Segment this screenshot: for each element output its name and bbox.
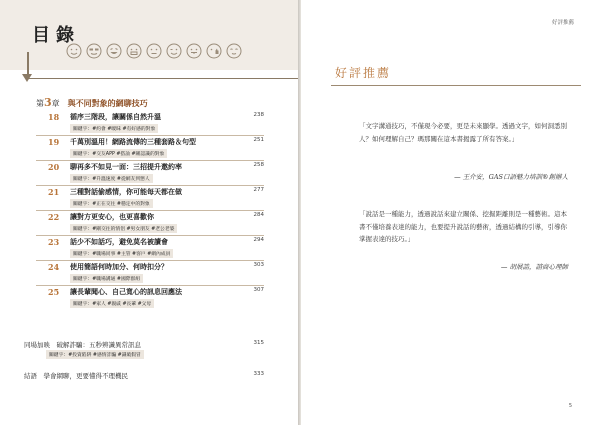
toc-entry[interactable] [36, 162, 264, 187]
entry-keywords: 關鍵字：#職場同事 #主管 #客戶 #網內成員 [70, 249, 173, 258]
epilogue-title: 結語 學會網聊，更要懂得不理機民 [24, 372, 128, 380]
grin-face-icon [126, 43, 142, 59]
entry-title: 千萬別溫用！網路流傳的三種套路＆句型 [70, 137, 196, 146]
toc-entry[interactable] [36, 112, 264, 137]
entry-page: 258 [253, 162, 264, 168]
toc-entry[interactable] [36, 212, 264, 237]
entry-page: 238 [253, 112, 264, 118]
recommendations-title: 好評推薦 [335, 66, 392, 80]
entry-title: 聊再多不如見一面：三招提升邀約率 [70, 162, 182, 171]
interlude-keywords: 關鍵字：#投資陷阱 #感情詐騙 #識破假冒 [46, 350, 144, 359]
entry-title: 話少不如話巧，避免莫名被讀會 [70, 237, 168, 246]
chapter-suffix: 章 [51, 99, 60, 108]
entry-title: 讓長輩聞心、自己寬心的訊息回應法 [70, 287, 182, 296]
entry-number: 22 [48, 212, 60, 222]
chapter-title: 與不同對象的網聊技巧 [67, 98, 148, 108]
entry-keywords: 關鍵字：#職場溝通 #國際群組 [70, 274, 143, 283]
toc-title: 目錄 [32, 25, 80, 46]
entry-page: 303 [253, 262, 264, 268]
title-rule [331, 85, 581, 86]
entry-keywords: 關鍵字：#交友APP #搭訕 #剛認識的對象 [70, 149, 167, 158]
toc-epilogue[interactable] [24, 371, 264, 393]
toc-entry[interactable] [36, 187, 264, 212]
entry-number: 25 [48, 287, 60, 297]
entry-title: 讓對方更安心，也更喜歡你 [70, 212, 154, 221]
entry-page: 307 [253, 287, 264, 293]
quote-attribution: — 胡展誥，諮商心理師 [500, 263, 568, 271]
quote-text: 「說話是一種能力，透過說話來建立關係、挖掘距離則是一種藝術。這本書不僅培養表達的能力，也要提升說話的藝術，透過結構的引導，引導你掌握表達的技巧。」 [359, 210, 567, 243]
toc-entry[interactable] [36, 287, 264, 312]
running-head: 好評推薦 [551, 20, 574, 26]
chapter-prefix: 第 [36, 99, 44, 108]
speech-frame-horizontal [27, 78, 298, 79]
toc-entry[interactable] [36, 262, 264, 287]
neutral-face-icon [146, 43, 162, 59]
entry-title: 三種對話偷感情，你可能每天都在做 [70, 187, 182, 196]
chapter-number: 3 [44, 96, 52, 109]
right-page [301, 0, 600, 425]
wink-face-icon [166, 43, 182, 59]
entry-number: 24 [48, 262, 60, 272]
entry-divider [36, 285, 264, 286]
thumbs-up-face-icon [206, 43, 222, 59]
entry-keywords: 關鍵字：#升溫速度 #從網友到戀人 [70, 174, 153, 183]
entry-page: 277 [253, 187, 264, 193]
entry-keywords: 關鍵字：#正在交往 #穩定中的對象 [70, 199, 153, 208]
entry-divider [36, 160, 264, 161]
entry-title: 循序三階段，讓關係自然升溫 [70, 112, 161, 121]
entry-divider [36, 135, 264, 136]
epilogue-page: 333 [253, 371, 264, 377]
entry-number: 20 [48, 162, 60, 172]
toc-interlude[interactable] [24, 340, 264, 362]
entry-page: 284 [253, 212, 264, 218]
left-page [0, 0, 298, 425]
entry-number: 23 [48, 237, 60, 247]
interlude-title: 同場加映 破解詐騙：五秒辨識異常訊息 [24, 341, 141, 349]
interlude-page: 315 [253, 340, 264, 346]
entry-divider [36, 235, 264, 236]
tongue-face-icon [186, 43, 202, 59]
entry-keywords: 關鍵字：#約會 #曖昧 #有好感的對象 [70, 124, 158, 133]
toc-entry[interactable] [36, 237, 264, 262]
entry-page: 251 [253, 137, 264, 143]
quote-text: 「文字溝通技巧，不僅現今必要，更是未來顯學。透過文字，如何洞悉別人？如何理解自己？瑪那關在這本書揭露了所有答案。」 [359, 122, 567, 143]
page-number: 5 [568, 403, 572, 409]
entry-keywords: 關鍵字：#剛交往的情侶 #男女朋友 #老公老婆 [70, 224, 177, 233]
entry-divider [36, 260, 264, 261]
toc-entry[interactable] [36, 137, 264, 162]
entry-number: 19 [48, 137, 60, 147]
entry-title: 使用簡語何時加分、何時扣分？ [70, 262, 168, 271]
smile-face-icon [66, 43, 82, 59]
calm-face-icon [226, 43, 242, 59]
entry-divider [36, 185, 264, 186]
chapter-heading [36, 96, 148, 109]
laugh-face-icon [106, 43, 122, 59]
entry-page: 294 [253, 237, 264, 243]
cool-face-icon [86, 43, 102, 59]
entry-divider [36, 210, 264, 211]
quote-attribution: — 王介安，GAS口語魅力培訓®創辦人 [454, 173, 568, 181]
entry-keywords: 關鍵字：#家人 #親戚 #長輩 #父母 [70, 299, 154, 308]
toc-entries [36, 112, 264, 312]
entry-number: 18 [48, 112, 60, 122]
entry-number: 21 [48, 187, 60, 197]
emoji-row [66, 43, 242, 59]
